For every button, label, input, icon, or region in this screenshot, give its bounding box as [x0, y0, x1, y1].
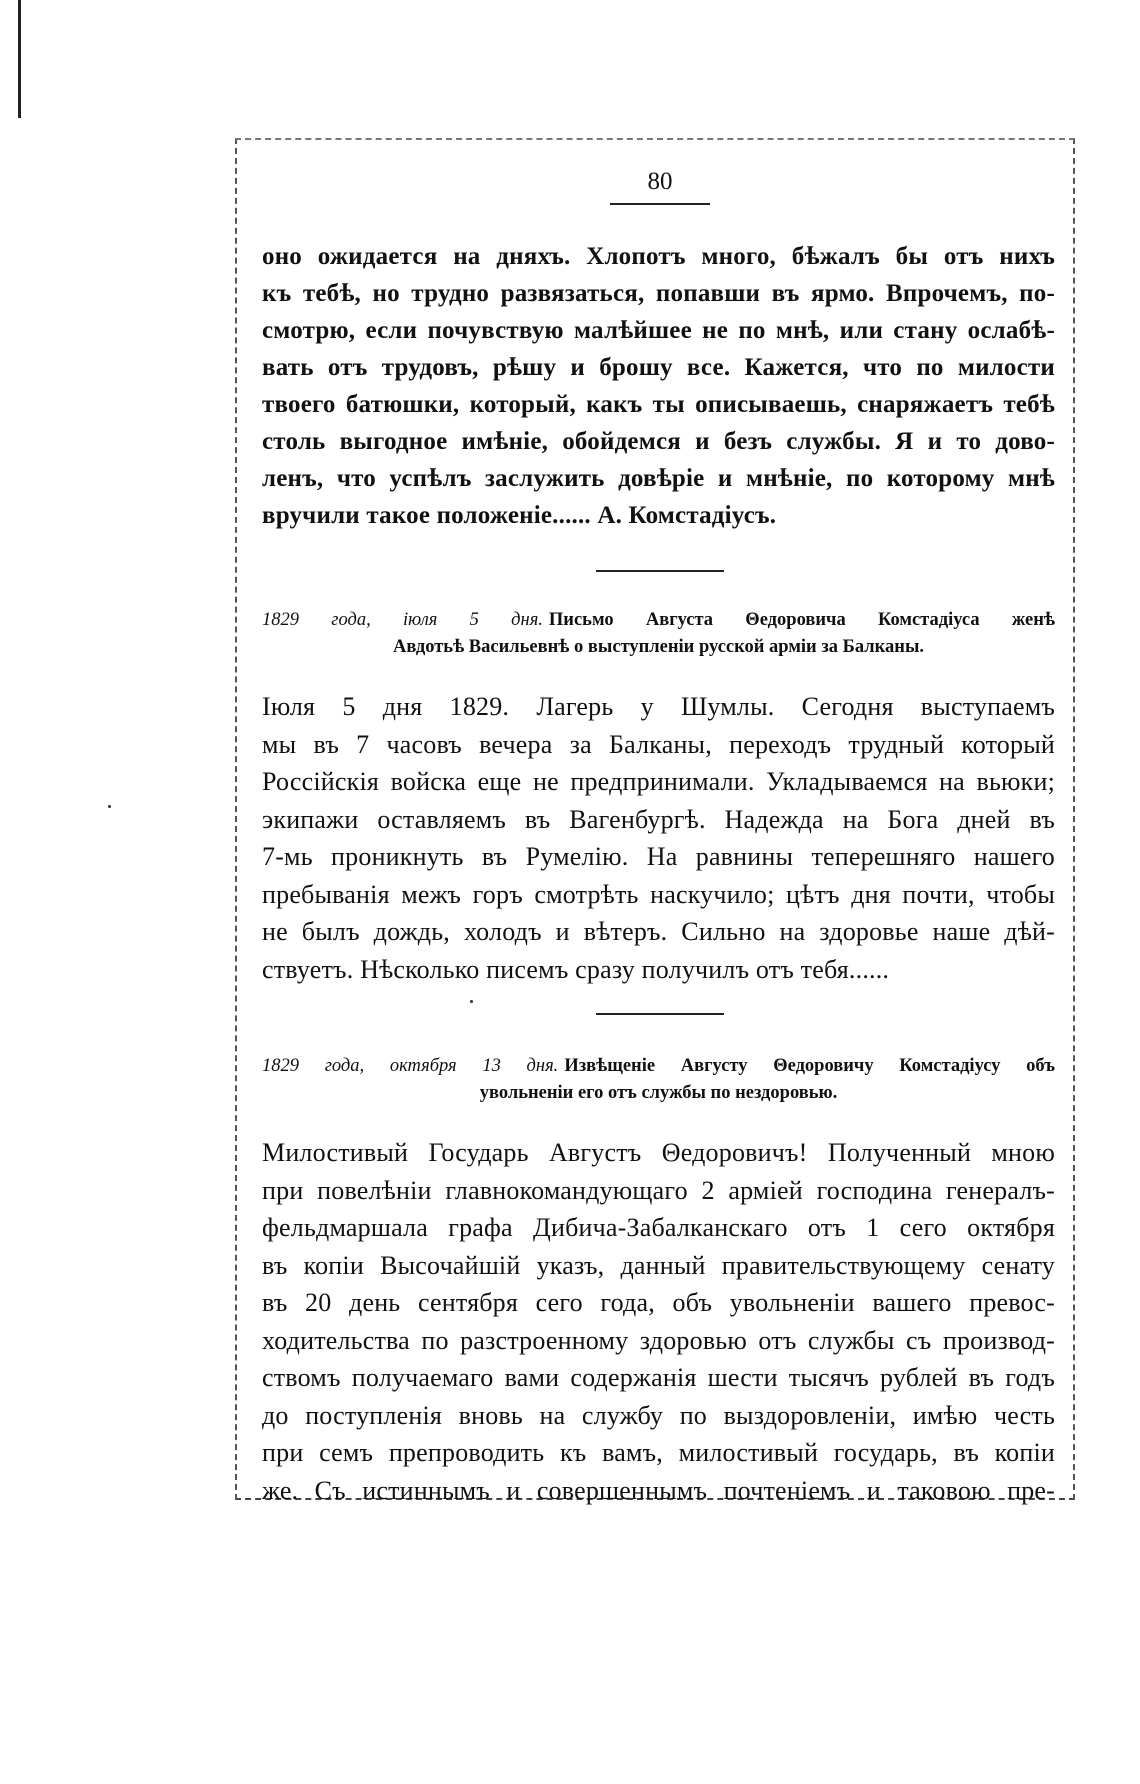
section-divider: [596, 1013, 724, 1015]
text-line: не былъ дождь, холодъ и вѣтеръ. Сильно на здоровье наше дѣй-: [262, 917, 1055, 946]
heading-date: 1829 года, іюля 5 дня.: [262, 610, 543, 630]
text-line: же. Съ истиннымъ и совершеннымъ почтеніемъ и таковою пре-: [262, 1475, 1055, 1505]
letter-2-body: [262, 688, 1055, 988]
text-line: экипажи оставляемъ въ Вагенбургѣ. Надежда на Бога дней въ: [262, 804, 1055, 834]
text-line: Іюля 5 дня 1829. Лагерь у Шумлы. Сегодня выступаемъ: [262, 692, 1055, 721]
text-line: Россійскія войска еще не предпринимали. Укладываемся на вьюки;: [262, 767, 1055, 796]
scan-speck: [108, 805, 111, 808]
heading-title: Письмо Августа Θедоровича Комстадіуса женѣ: [548, 610, 1055, 630]
section-heading-2: [262, 607, 1055, 661]
text-line: оно ожидается на дняхъ. Хлопотъ много, бѣжалъ бы отъ нихъ: [262, 243, 1055, 270]
text-line: смотрю, если почувствую малѣйшее не по мнѣ, или стану ослабѣ-: [262, 317, 1055, 344]
page-number: 80: [647, 168, 673, 195]
heading-title: Извѣщеніе Августу Θедоровичу Комстадіусу объ: [564, 1056, 1055, 1076]
text-line: при повелѣніи главнокомандующаго 2 арміей господина генералъ-: [262, 1175, 1055, 1205]
scan-speck: [470, 1000, 473, 1003]
text-line: ствуетъ. Нѣсколько писемъ сразу получилъ отъ тебя......: [262, 954, 890, 984]
heading-line: Авдотьѣ Васильевнѣ о выступленіи русской арміи за Балканы.: [392, 637, 925, 657]
text-line: ленъ, что успѣлъ заслужить довѣріе и мнѣніе, по которому мнѣ: [262, 465, 1055, 492]
scan-edge-mark: [18, 0, 21, 118]
page-number-rule: [610, 203, 710, 205]
text-line: ствомъ получаемаго вами содержанія шести тысячъ рублей въ годъ: [262, 1363, 1055, 1392]
text-line: вать отъ трудовъ, рѣшу и брошу все. Кажется, что по милости: [262, 354, 1055, 381]
text-line: Милостивый Государь Августъ Θедоровичъ! Полученный мною: [262, 1138, 1055, 1167]
text-line: мы въ 7 часовъ вечера за Балканы, переходъ трудный который: [262, 729, 1055, 759]
text-line: фельдмаршала графа Дибича-Забалканскаго отъ 1 сего октября: [262, 1213, 1055, 1242]
text-line: въ 20 день сентября сего года, объ увольненіи вашего превос-: [262, 1288, 1055, 1317]
text-line: до поступленія вновь на службу по выздоровленіи, имѣю честь: [262, 1400, 1055, 1430]
heading-line: [262, 1053, 1055, 1080]
section-divider: [596, 570, 724, 572]
text-line: ходительства по разстроенному здоровью отъ службы съ производ-: [262, 1325, 1055, 1355]
text-line: въ копіи Высочайшій указъ, данный правительствующему сенату: [262, 1250, 1055, 1280]
text-line: столь выгодное имѣніе, обойдемся и безъ службы. Я и то дово-: [262, 428, 1055, 455]
text-line: при семъ препроводить къ вамъ, милостивый государь, въ копіи: [262, 1438, 1055, 1467]
text-line: вручили такое положеніе...... А. Комстадіусъ.: [262, 502, 777, 529]
letter-3-body: [262, 1134, 1055, 1509]
letter-1-body: [262, 238, 1055, 534]
text-line: твоего батюшки, который, какъ ты описываешь, снаряжаетъ тебѣ: [262, 391, 1055, 418]
text-line: 7-мь проникнуть въ Румелію. На равнины теперешняго нашего: [262, 842, 1055, 871]
heading-date: 1829 года, октября 13 дня.: [262, 1056, 559, 1076]
text-line: къ тебѣ, но трудно развязаться, попавши въ ярмо. Впрочемъ, по-: [262, 280, 1055, 307]
text-line: пребыванія межъ горъ смотрѣть наскучило; цѣтъ дня почти, чтобы: [262, 879, 1055, 909]
heading-line: [262, 607, 1055, 634]
section-heading-3: [262, 1053, 1055, 1107]
heading-line: увольненіи его отъ службы по нездоровью.: [479, 1083, 838, 1103]
